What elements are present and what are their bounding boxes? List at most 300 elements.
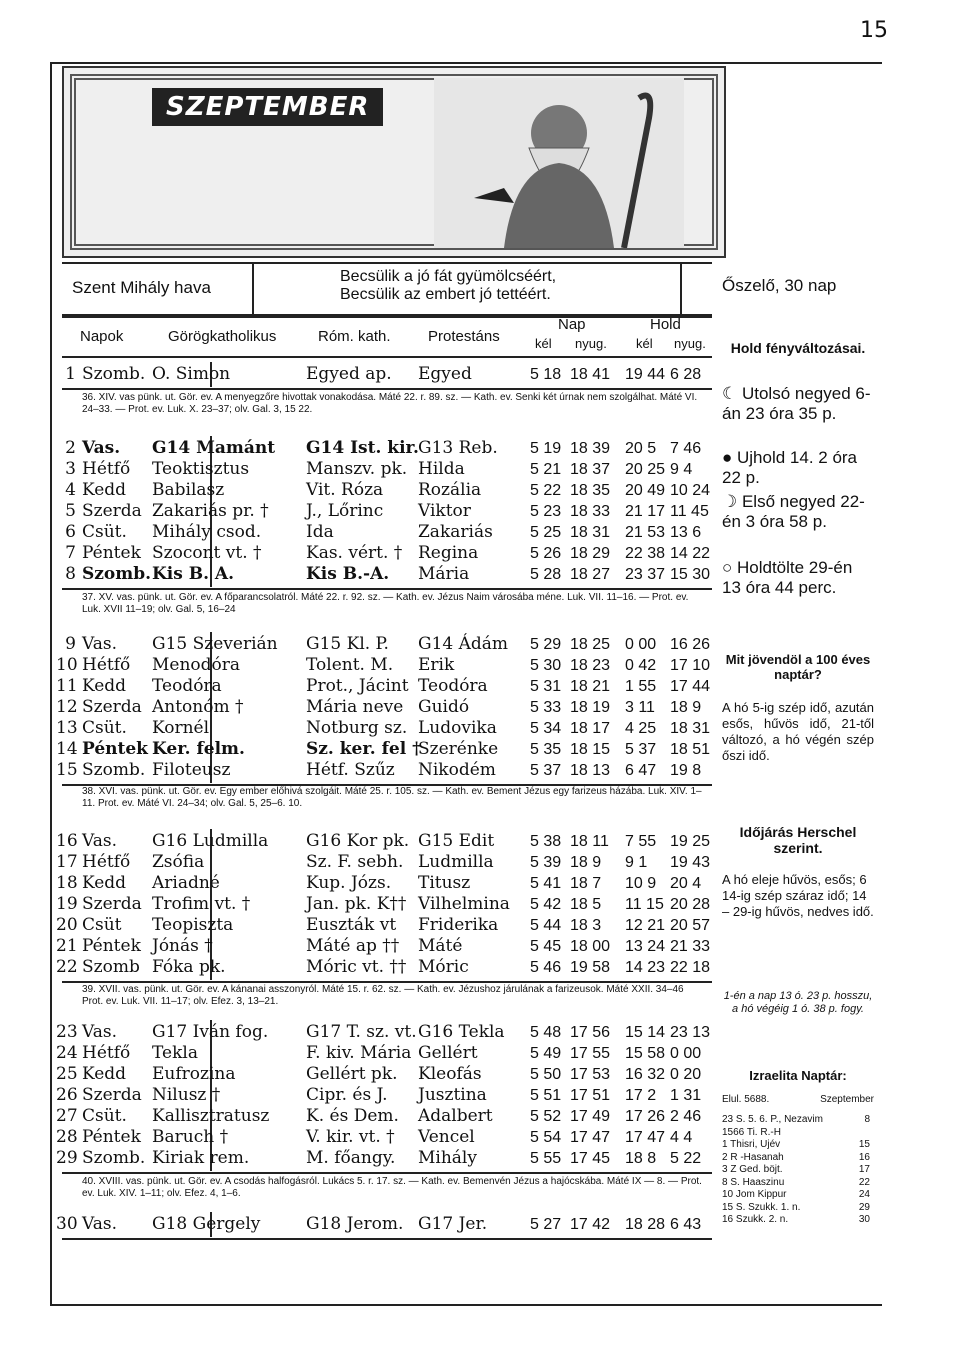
moonrise-time: 20 49 — [625, 482, 666, 499]
block-rule — [62, 388, 712, 390]
day-row — [62, 543, 712, 564]
day-number: 2 — [65, 438, 76, 458]
moonrise-time: 17 2 — [625, 1087, 657, 1104]
weekday: Péntek — [82, 543, 141, 563]
sunrise-time: 5 33 — [530, 699, 562, 716]
weekday: Szomb. — [82, 760, 146, 780]
day-row — [56, 676, 712, 697]
day-number: 13 — [56, 718, 78, 738]
roman-catholic-saint: Sz. ker. fel † — [306, 739, 421, 759]
weekday: Vas. — [82, 1022, 117, 1042]
sunrise-time: 5 49 — [530, 1045, 562, 1062]
greek-catholic-saint: Teoktisztus — [152, 459, 250, 479]
weekday: Szomb — [82, 957, 140, 977]
day-number: 3 — [65, 459, 76, 479]
day-number: 8 — [65, 564, 76, 584]
sunrise-time: 5 41 — [530, 875, 562, 892]
moonset-time: 20 57 — [670, 917, 711, 934]
israelita-entry: 1566 Ti. R.-H — [722, 1126, 781, 1138]
roman-catholic-saint: Jan. pk. K†† — [306, 894, 407, 914]
weekday: Kedd — [82, 676, 127, 696]
weekday: Szomb. — [82, 364, 146, 384]
sunrise-time: 5 50 — [530, 1066, 562, 1083]
moon-phase-4: ○ Holdtölte 29-én 13 óra 44 perc. — [722, 558, 853, 597]
moonset-time: 11 45 — [670, 503, 709, 520]
sunset-time: 19 58 — [570, 959, 611, 976]
protestant-name: Guidó — [418, 697, 470, 717]
day-row — [56, 831, 712, 852]
weekday: Szomb. — [82, 1148, 146, 1168]
day-row — [56, 760, 712, 781]
day-number: 14 — [56, 739, 78, 759]
moonrise-time: 19 44 — [625, 366, 666, 383]
roman-catholic-saint: G14 Ist. kir. — [306, 438, 419, 458]
moonrise-time: 13 24 — [625, 938, 666, 955]
moonset-time: 9 4 — [670, 461, 693, 478]
israelita-date: 15 — [858, 1139, 870, 1150]
weekday: Péntek — [82, 1127, 141, 1147]
moon-phase-2: ● Ujhold 14. 2 óra 22 p. — [722, 448, 858, 487]
sunset-time: 18 33 — [570, 503, 611, 520]
day-number: 22 — [56, 957, 78, 977]
roman-catholic-saint: Cipr. és J. — [306, 1085, 388, 1105]
moonrise-time: 11 15 — [625, 896, 664, 913]
sunset-time: 17 53 — [570, 1066, 611, 1083]
sunrise-time: 5 30 — [530, 657, 562, 674]
protestant-name: Rozália — [418, 480, 482, 500]
greek-catholic-saint: Tekla — [152, 1043, 198, 1063]
moonrise-time: 17 47 — [625, 1129, 666, 1146]
protestant-name: G15 Edit — [418, 831, 495, 851]
moonset-time: 18 9 — [670, 699, 702, 716]
protestant-name: Kleofás — [418, 1064, 482, 1084]
moonset-time: 23 13 — [670, 1024, 711, 1041]
sunrise-time: 5 21 — [530, 461, 562, 478]
protestant-name: Teodóra — [418, 676, 488, 696]
protestant-name: Nikodém — [418, 760, 496, 780]
sunrise-time: 5 22 — [530, 482, 562, 499]
block-rule — [62, 1172, 712, 1174]
moonset-time: 5 22 — [670, 1150, 702, 1167]
col-hold-nyug: nyug. — [674, 336, 706, 351]
israelita-date: 30 — [858, 1214, 870, 1225]
moonset-time: 6 28 — [670, 366, 702, 383]
weekday: Hétfő — [82, 459, 131, 479]
greek-catholic-saint: Zsófia — [152, 852, 205, 872]
protestant-name: Ludovika — [418, 718, 497, 738]
forecast-title: Mit jövendöl a 100 éves naptár? — [725, 652, 871, 682]
israelita-title: Izraelita Naptár: — [749, 1068, 847, 1083]
day-number: 21 — [56, 936, 78, 956]
weekday: Csüt — [82, 915, 122, 935]
weekday: Péntek — [82, 739, 148, 759]
sunset-time: 18 11 — [570, 833, 609, 850]
day-row — [56, 915, 712, 936]
greek-catholic-saint: Baruch † — [152, 1127, 229, 1147]
greek-catholic-saint: Zakariás pr. † — [152, 501, 269, 521]
moonset-time: 10 24 — [670, 482, 711, 499]
sunset-time: 18 19 — [570, 699, 611, 716]
day-number: 11 — [56, 676, 78, 696]
moonset-time: 1 31 — [670, 1087, 702, 1104]
day-row — [56, 873, 712, 894]
sunset-time: 17 47 — [570, 1129, 611, 1146]
weekday: Szerda — [82, 697, 142, 717]
rule — [62, 356, 712, 358]
moonset-time: 18 51 — [670, 741, 711, 758]
sunrise-time: 5 46 — [530, 959, 562, 976]
greek-catholic-saint: Eufrozina — [152, 1064, 236, 1084]
moonrise-time: 4 25 — [625, 720, 657, 737]
protestant-name: Hilda — [418, 459, 465, 479]
moon-title — [722, 340, 874, 356]
sunrise-time: 5 26 — [530, 545, 562, 562]
day-row — [56, 739, 712, 760]
weekday: Vas. — [82, 831, 117, 851]
elder-figure-illustration — [434, 78, 684, 248]
protestant-name: Viktor — [418, 501, 471, 521]
divider — [252, 262, 254, 314]
weekday: Vas. — [82, 634, 117, 654]
day-row — [62, 564, 712, 585]
moonset-time: 16 26 — [670, 636, 711, 653]
roman-catholic-saint: Tolent. M. — [306, 655, 394, 675]
sunset-time: 17 56 — [570, 1024, 611, 1041]
day-number: 30 — [56, 1214, 78, 1234]
sunrise-time: 5 45 — [530, 938, 562, 955]
moonset-time: 15 30 — [670, 566, 711, 583]
moonrise-time: 20 25 — [625, 461, 666, 478]
israelita-entry: 1 Thisri, Ujév — [722, 1139, 781, 1150]
roman-catholic-saint: Notburg sz. — [306, 718, 408, 738]
day-number: 19 — [56, 894, 78, 914]
greek-catholic-saint: G16 Ludmilla — [152, 831, 269, 851]
moonset-time: 17 10 — [670, 657, 711, 674]
israelita-entry: 3 Z Ged. böjt. — [722, 1164, 783, 1175]
sunset-time: 18 27 — [570, 566, 611, 583]
israelita-date: 17 — [858, 1164, 870, 1175]
moonrise-time: 23 37 — [625, 566, 666, 583]
moonrise-time: 20 5 — [625, 440, 657, 457]
gospel-note: 37. XV. vas. pünk. ut. Gör. ev. A főparancsolatról. Máté 22. r. 92. sz. — Kath. ev. Jézus Naim városába méne. Luk. VII. 11–16. — Prot. ev. Luk. XVII 11–19; olv. Gal. 5, 16–24 — [82, 592, 689, 615]
sunset-time: 18 25 — [570, 636, 611, 653]
roman-catholic-saint: Manszv. pk. — [306, 459, 408, 479]
sunset-time: 18 3 — [570, 917, 602, 934]
col-hold-kel: kél — [636, 336, 653, 351]
day-number: 17 — [56, 852, 78, 872]
roman-catholic-saint: G17 T. sz. vt. — [306, 1022, 417, 1042]
day-row — [56, 1106, 712, 1127]
protestant-name: Mária — [418, 564, 470, 584]
roman-catholic-saint: Kas. vért. † — [306, 543, 403, 563]
day-number: 7 — [65, 543, 76, 563]
roman-catholic-saint: M. főangy. — [306, 1148, 396, 1168]
greek-catholic-saint: Teodóra — [152, 676, 222, 696]
protestant-name: Erik — [418, 655, 455, 675]
moonrise-time: 6 47 — [625, 762, 657, 779]
greek-catholic-saint: Kis B. A. — [152, 564, 235, 584]
sunrise-time: 5 54 — [530, 1129, 562, 1146]
day-number: 29 — [56, 1148, 78, 1168]
sunrise-time: 5 38 — [530, 833, 562, 850]
greek-catholic-saint: Filoteusz — [152, 760, 231, 780]
moon-title-text: Hold fényváltozásai. — [730, 340, 866, 356]
day-row — [56, 1148, 712, 1169]
israelita-entry: 16 Szukk. 2. n. — [722, 1214, 789, 1225]
moonset-time: 14 22 — [670, 545, 711, 562]
moonset-time: 4 4 — [670, 1129, 693, 1146]
weekday: Szerda — [82, 1085, 142, 1105]
gospel-note: 36. XIV. vas pünk. ut. Gör. ev. A menyegzőre hivottak vonakodása. Máté 22. r. 89. sz. — Kath. ev. Senki két úrnak nem szolgálhat. Máté VI. 24–33. — Prot. ev. Luk. X. 23–37; olv. Gal. 3, 15 22. — [82, 392, 698, 415]
block-rule — [62, 588, 712, 590]
weekday: Csüt. — [82, 522, 127, 542]
protestant-name: Szerénke — [418, 739, 499, 759]
moonset-time: 7 46 — [670, 440, 702, 457]
protestant-name: G14 Ádám — [418, 634, 509, 654]
block-rule — [62, 1238, 712, 1240]
protestant-name: Regina — [418, 543, 479, 563]
weekday: Szomb. — [82, 564, 152, 584]
page-number: 15 — [860, 18, 888, 43]
moonset-time: 19 8 — [670, 762, 702, 779]
greek-catholic-saint: Mihály csod. — [152, 522, 262, 542]
greek-catholic-saint: G15 Szeverián — [152, 634, 278, 654]
day-number: 6 — [65, 522, 76, 542]
roman-catholic-saint: Euszták vt — [306, 915, 397, 935]
col-nap: Nap — [558, 316, 586, 333]
moonrise-time: 10 9 — [625, 875, 657, 892]
sunset-time: 18 39 — [570, 440, 611, 457]
roman-catholic-saint: Egyed ap. — [306, 364, 392, 384]
moon-phase-1: ☾ Utolsó negyed 6-án 23 óra 35 p. — [722, 384, 871, 423]
greek-catholic-saint: Szocont vt. † — [152, 543, 262, 563]
moonset-time: 13 6 — [670, 524, 702, 541]
sunset-time: 18 23 — [570, 657, 611, 674]
sunrise-time: 5 48 — [530, 1024, 562, 1041]
sunset-time: 18 00 — [570, 938, 611, 955]
protestant-name: Ludmilla — [418, 852, 494, 872]
proverb-line-1: Becsülik a jó fát gyümölcséért, — [340, 268, 557, 285]
roman-catholic-saint: G18 Jerom. — [306, 1214, 404, 1234]
weekday: Kedd — [82, 873, 127, 893]
moonset-time: 19 25 — [670, 833, 711, 850]
weekday: Csüt. — [82, 718, 127, 738]
moonset-time: 0 00 — [670, 1045, 702, 1062]
sunset-time: 17 51 — [570, 1087, 611, 1104]
protestant-name: Móric — [418, 957, 469, 977]
col-prot: Protestáns — [428, 328, 500, 345]
moonrise-time: 17 26 — [625, 1108, 666, 1125]
sunset-time: 18 29 — [570, 545, 611, 562]
day-row — [62, 364, 712, 385]
day-row — [62, 438, 712, 459]
day-number: 9 — [65, 634, 76, 654]
sunrise-time: 5 35 — [530, 741, 562, 758]
day-row — [56, 1022, 712, 1043]
roman-catholic-saint: V. kir. vt. † — [306, 1127, 395, 1147]
divider — [680, 262, 682, 314]
weekday: Hétfő — [82, 1043, 131, 1063]
sunset-time: 17 42 — [570, 1216, 611, 1233]
israelita-date: 16 — [858, 1151, 870, 1163]
israelita-head — [722, 1094, 874, 1105]
sunset-time: 18 15 — [570, 741, 611, 758]
sunset-time: 17 45 — [570, 1150, 611, 1167]
sunset-time: 18 17 — [570, 720, 611, 737]
protestant-name: Zakariás — [418, 522, 493, 542]
moonrise-time: 5 37 — [625, 741, 657, 758]
roman-catholic-saint: Mária neve — [306, 697, 404, 717]
moonrise-time: 0 42 — [625, 657, 657, 674]
moonrise-time: 16 32 — [625, 1066, 666, 1083]
roman-catholic-saint: F. kiv. Mária — [306, 1043, 412, 1063]
forecast-text: A hó 5-ig szép idő, azután esős, hűvös idő, 21-től változó, a hó végén szép őszi idő. — [722, 700, 874, 763]
sunset-time: 18 13 — [570, 762, 611, 779]
greek-catholic-saint: Fóka pk. — [152, 957, 226, 977]
weekday: Csüt. — [82, 1106, 127, 1126]
sunrise-time: 5 34 — [530, 720, 562, 737]
moonrise-time: 14 23 — [625, 959, 666, 976]
day-number: 5 — [65, 501, 76, 521]
sunrise-time: 5 28 — [530, 566, 562, 583]
weekday: Vas. — [82, 438, 121, 458]
season-name: Őszelő, 30 nap — [722, 276, 837, 295]
day-row — [56, 852, 712, 873]
greek-catholic-saint: Trofim vt. † — [152, 894, 251, 914]
greek-catholic-saint: G14 Mamánt — [152, 438, 276, 458]
day-row — [56, 1043, 712, 1064]
greek-catholic-saint: Ker. felm. — [152, 739, 245, 759]
moonrise-time: 1 55 — [625, 678, 657, 695]
moonset-time: 6 43 — [670, 1216, 702, 1233]
day-row — [62, 634, 712, 655]
day-number: 23 — [56, 1022, 78, 1042]
moonset-time: 17 44 — [670, 678, 711, 695]
day-row — [56, 894, 712, 915]
day-row — [56, 718, 712, 739]
col-nap-kel: kél — [535, 336, 552, 351]
month-header — [62, 262, 712, 318]
day-number: 12 — [56, 697, 78, 717]
day-number: 16 — [56, 831, 78, 851]
greek-catholic-saint: G17 Iván fog. — [152, 1022, 269, 1042]
weekday: Kedd — [82, 480, 127, 500]
israelita-head-right: Szeptember — [820, 1094, 874, 1105]
day-number: 25 — [56, 1064, 78, 1084]
greek-catholic-saint: Nilusz † — [152, 1085, 221, 1105]
roman-catholic-saint: G15 Kl. P. — [306, 634, 389, 654]
sunrise-time: 5 23 — [530, 503, 562, 520]
moonrise-time: 21 53 — [625, 524, 666, 541]
moonset-time: 21 33 — [670, 938, 711, 955]
protestant-name: Titusz — [418, 873, 471, 893]
roman-catholic-saint: Hétf. Szűz — [306, 760, 395, 780]
moonset-time: 0 20 — [670, 1066, 702, 1083]
protestant-name: Adalbert — [418, 1106, 493, 1126]
roman-catholic-saint: J., Lőrinc — [306, 501, 384, 521]
roman-catholic-saint: Vit. Róza — [306, 480, 384, 500]
protestant-name: Friderika — [418, 915, 499, 935]
moon-phase-3: ☽ Első negyed 22-én 3 óra 58 p. — [722, 492, 865, 531]
israelita-entry: 8 S. Haaszinu — [722, 1176, 785, 1188]
block-rule — [62, 981, 712, 983]
israelita-date: 24 — [858, 1189, 870, 1200]
day-row — [56, 1085, 712, 1106]
moonset-time: 18 31 — [670, 720, 711, 737]
moonrise-time: 7 55 — [625, 833, 657, 850]
sunrise-time: 5 27 — [530, 1216, 562, 1233]
sunrise-time: 5 29 — [530, 636, 562, 653]
moonrise-time: 15 14 — [625, 1024, 666, 1041]
col-rk: Róm. kath. — [318, 328, 391, 345]
moonset-time: 19 43 — [670, 854, 711, 871]
protestant-name: Vilhelmina — [418, 894, 510, 914]
roman-catholic-saint: Gellért pk. — [306, 1064, 398, 1084]
protestant-name: G17 Jer. — [418, 1214, 488, 1234]
day-number: 18 — [56, 873, 78, 893]
day-number: 26 — [56, 1085, 78, 1105]
herschel-title: Időjárás Herschel szerint. — [739, 824, 857, 856]
gospel-note: 39. XVII. vas. pünk. ut. Gör. ev. A kánanai asszonyról. Máté 15. r. 62. sz. — Kath. ev. Jézushoz járulának a farizeusok. Máté XXII. 34–46 Prot. ev. Luk. VII. 11–17; olv. Efez. 3, 13–21. — [82, 984, 684, 1007]
sunset-time: 18 21 — [570, 678, 611, 695]
protestant-name: Egyed — [418, 364, 472, 384]
weekday: Szerda — [82, 894, 142, 914]
israelita-date: 8 — [864, 1114, 870, 1125]
greek-catholic-saint: Teopiszta — [152, 915, 234, 935]
sunrise-time: 5 37 — [530, 762, 562, 779]
rule — [62, 314, 712, 316]
month-name: Szent Mihály hava — [72, 278, 211, 297]
greek-catholic-saint: Ariadné — [152, 873, 220, 893]
day-number: 10 — [56, 655, 78, 675]
greek-catholic-saint: O. Simon — [152, 364, 231, 384]
col-hold: Hold — [650, 316, 681, 333]
sunrise-time: 5 52 — [530, 1108, 562, 1125]
moonrise-time: 22 38 — [625, 545, 666, 562]
day-row — [56, 655, 712, 676]
greek-catholic-saint: Kiriak rem. — [152, 1148, 250, 1168]
greek-catholic-saint: Kallisztratusz — [152, 1106, 270, 1126]
sunrise-time: 5 51 — [530, 1087, 562, 1104]
day-number: 20 — [56, 915, 78, 935]
day-number: 24 — [56, 1043, 78, 1063]
protestant-name: G13 Reb. — [418, 438, 498, 458]
protestant-name: Gellért — [418, 1043, 478, 1063]
israelita-entry: 15 S. Szukk. 1. n. — [722, 1201, 801, 1213]
sunset-time: 18 41 — [570, 366, 611, 383]
col-gk: Görögkatholikus — [168, 328, 277, 345]
protestant-name: Mihály — [418, 1148, 477, 1168]
sunset-time: 17 49 — [570, 1108, 611, 1125]
greek-catholic-saint: Antonóm † — [152, 697, 244, 717]
moonrise-time: 18 28 — [625, 1216, 666, 1233]
weekday: Kedd — [82, 1064, 127, 1084]
day-number: 15 — [56, 760, 78, 780]
roman-catholic-saint: Móric vt. †† — [306, 957, 407, 977]
moonset-time: 22 18 — [670, 959, 711, 976]
moonrise-time: 3 11 — [625, 699, 655, 716]
roman-catholic-saint: Kis B.-A. — [306, 564, 390, 584]
israelita-list — [722, 1114, 874, 1234]
banner-title: SZEPTEMBER — [152, 88, 383, 126]
sunrise-time: 5 39 — [530, 854, 562, 871]
moonset-time: 2 46 — [670, 1108, 702, 1125]
roman-catholic-saint: Prot., Jácint — [306, 676, 409, 696]
sunset-time: 18 9 — [570, 854, 602, 871]
day-row — [56, 1064, 712, 1085]
sunrise-time: 5 31 — [530, 678, 562, 695]
sunset-time: 18 35 — [570, 482, 611, 499]
